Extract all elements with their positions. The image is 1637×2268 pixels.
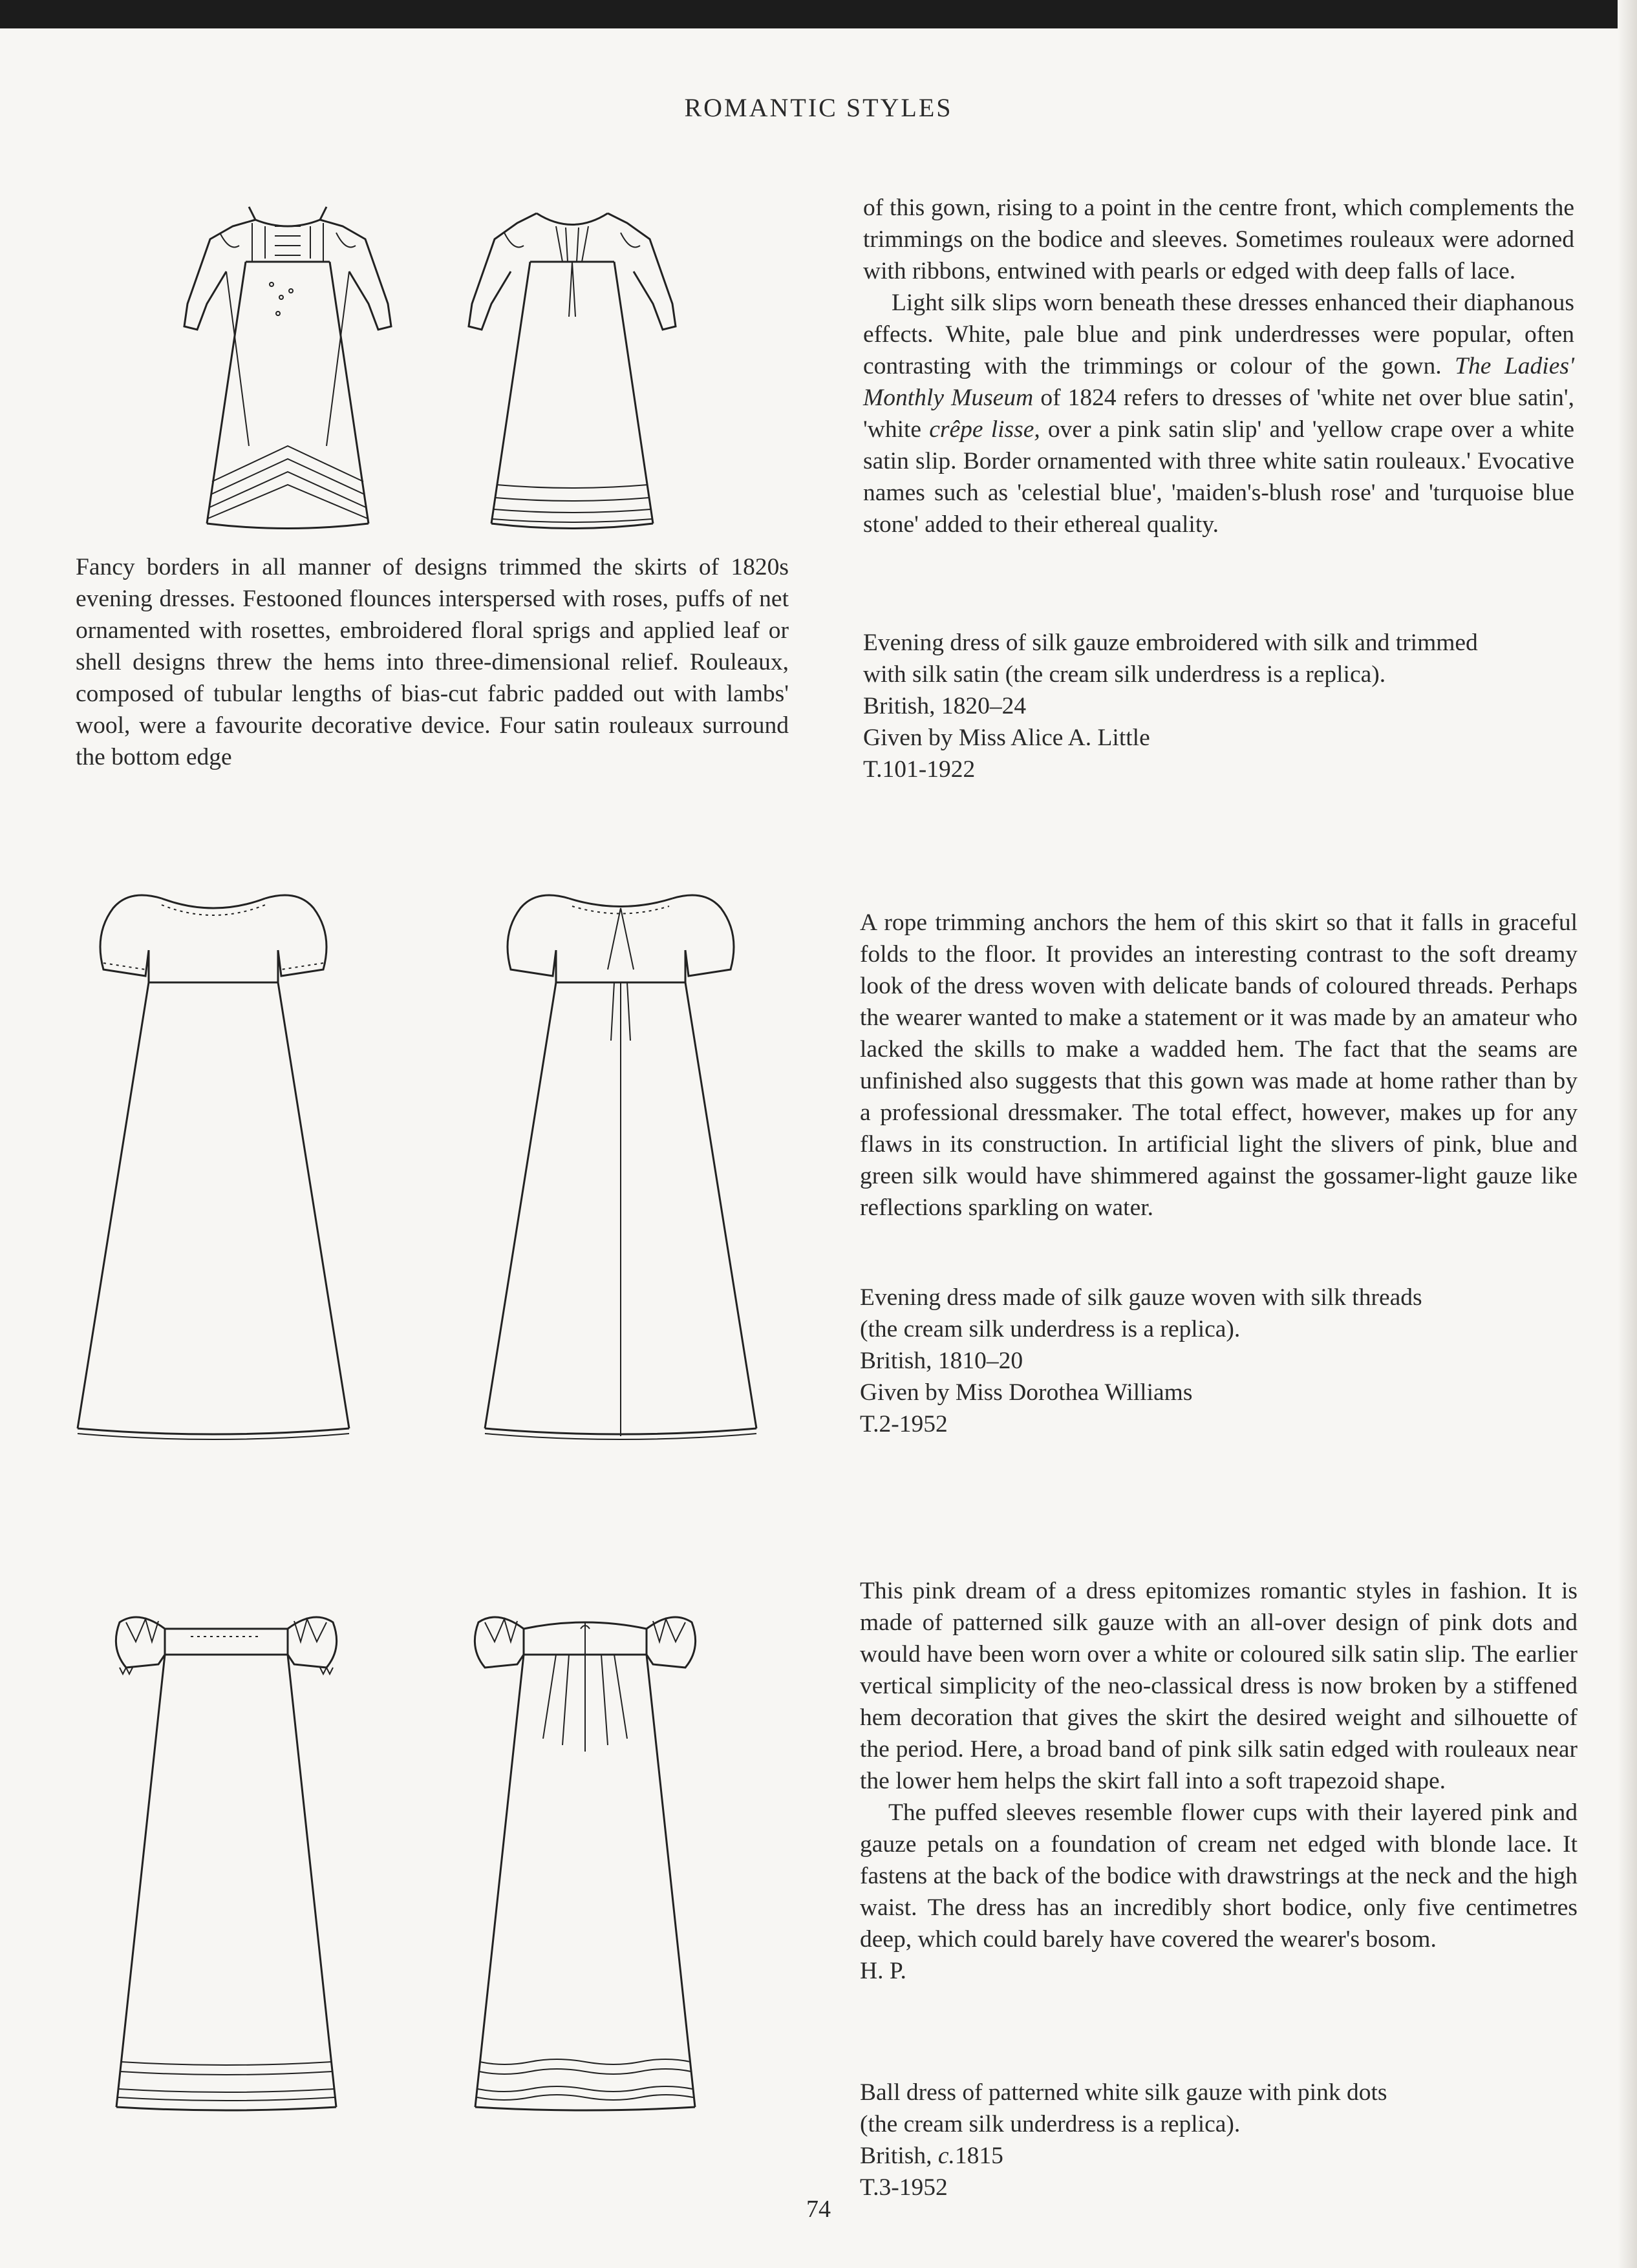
section3-text <box>860 1575 1578 1987</box>
section3-paragraph-1: This pink dream of a dress epitomizes romantic styles in fashion. It is made of patterned silk gauze with an all-over design of pink dots and would have been worn over a white or coloured silk satin slip. The earlier vertical simplicity of the neo-classical dress is now broken by a stiffened hem decoration that gives the skirt the desired weight and silhouette of the period. Here, a broad band of pink silk satin edged with rouleaux near the lower hem helps the skirt fall into a soft trapezoid shape. <box>860 1578 1578 1794</box>
page-edge-shadow <box>1618 0 1637 2268</box>
caption-line: (the cream silk underdress is a replica). <box>860 1316 1241 1342</box>
circa-marker: c. <box>937 2143 955 2169</box>
caption-line: T.2-1952 <box>860 1411 948 1437</box>
dress3-front-drawing <box>107 1596 346 2114</box>
caption-year: 1815 <box>954 2143 1003 2169</box>
caption-line: Given by Miss Alice A. Little <box>863 725 1150 751</box>
caption-line: British, 1810–20 <box>860 1348 1023 1374</box>
section1-caption <box>863 627 1478 785</box>
dress1-front-drawing <box>181 187 394 536</box>
section1-right-paragraph-1: of this gown, rising to a point in the centre front, which complements the trimmings on the bodice and sleeves. Sometimes rouleaux were adorned with ribbons, entwined with pearls or edged with deep falls of lace. <box>863 195 1574 284</box>
p2-text-b: of 1824 refers to dresses of 'white net over blue satin', 'white <box>863 385 1574 443</box>
dress2-back-drawing <box>478 879 763 1448</box>
section3-caption <box>860 2077 1387 2203</box>
author-initials: H. P. <box>860 1958 906 1984</box>
p2-text-a: Light silk slips worn beneath these dresses enhanced their diaphanous effects. White, pale blue and pink underdresses were popular, often contrasting with the trimmings or colour of the gown. <box>863 290 1574 379</box>
section1-left-text <box>76 551 789 773</box>
dress3-back-drawing <box>465 1596 705 2114</box>
running-head: ROMANTIC STYLES <box>684 93 953 122</box>
caption-line: T.3-1952 <box>860 2174 948 2201</box>
periodical-title: The Ladies' Monthly Museum <box>863 353 1574 411</box>
caption-line: British, 1820–24 <box>863 693 1027 719</box>
section1-right-text <box>863 192 1574 540</box>
page-number: 74 <box>806 2196 831 2223</box>
dress1-back-drawing <box>465 187 679 536</box>
caption-line: Evening dress of silk gauze embroidered with silk and trimmed <box>863 630 1478 656</box>
caption-prefix: British, <box>860 2143 932 2169</box>
section3-paragraph-2: The puffed sleeves resemble flower cups with their layered pink and gauze petals on a foundation of cream net edged with blonde lace. It fastens at the back of the bodice with drawstrings at the neck and the high waist. The dress has an incredibly short bodice, only five centimetres deep, which could barely have covered the wearer's bosom. <box>860 1799 1578 1953</box>
dress2-front-drawing <box>71 879 356 1448</box>
caption-line: (the cream silk underdress is a replica). <box>860 2111 1241 2137</box>
scan-top-border <box>0 0 1637 28</box>
caption-line <box>860 2140 1387 2172</box>
caption-line: Ball dress of patterned white silk gauze with pink dots <box>860 2079 1387 2106</box>
section2-text <box>860 907 1578 1224</box>
section2-paragraph: A rope trimming anchors the hem of this skirt so that it falls in graceful folds to the floor. It provides an interesting contrast to the soft dreamy look of the dress woven with delicate bands of coloured threads. Perhaps the wearer wanted to make a statement or it was made by an amateur who lacked the skills to make a wadded hem. The fact that the seams are unfinished also suggests that this gown was made at home rather than by a professional dressmaker. The total effect, however, makes up for any flaws in its construction. In artificial light the slivers of pink, blue and green silk would have shimmered against the gossamer-light gauze like reflections sparkling on water. <box>860 909 1578 1221</box>
p2-text-c: over a pink satin slip' and 'yellow crape over a white satin slip. Border ornamented with three white satin rouleaux.' Evocative names such as 'celestial blue', 'maiden's-blush rose' and 'turquoise blue stone' added to their ethereal quality. <box>863 416 1575 538</box>
caption-line: Evening dress made of silk gauze woven with silk threads <box>860 1284 1422 1311</box>
caption-line: T.101-1922 <box>863 756 976 783</box>
caption-line: Given by Miss Dorothea Williams <box>860 1379 1193 1406</box>
caption-line: with silk satin (the cream silk underdress is a replica). <box>863 661 1386 688</box>
italic-term: crêpe lisse, <box>929 416 1040 443</box>
section1-left-paragraph: Fancy borders in all manner of designs trimmed the skirts of 1820s evening dresses. Festooned flounces interspersed with roses, puffs of net ornamented with rosettes, embroidered floral sprigs and applied leaf or shell designs threw the hems into three-dimensional relief. Rouleaux, composed of tubular lengths of bias-cut fabric padded out with lambs' wool, were a favourite decorative device. Four satin rouleaux surround the bottom edge <box>76 554 789 770</box>
section1-right-paragraph-2 <box>863 287 1574 540</box>
section2-caption <box>860 1282 1422 1440</box>
